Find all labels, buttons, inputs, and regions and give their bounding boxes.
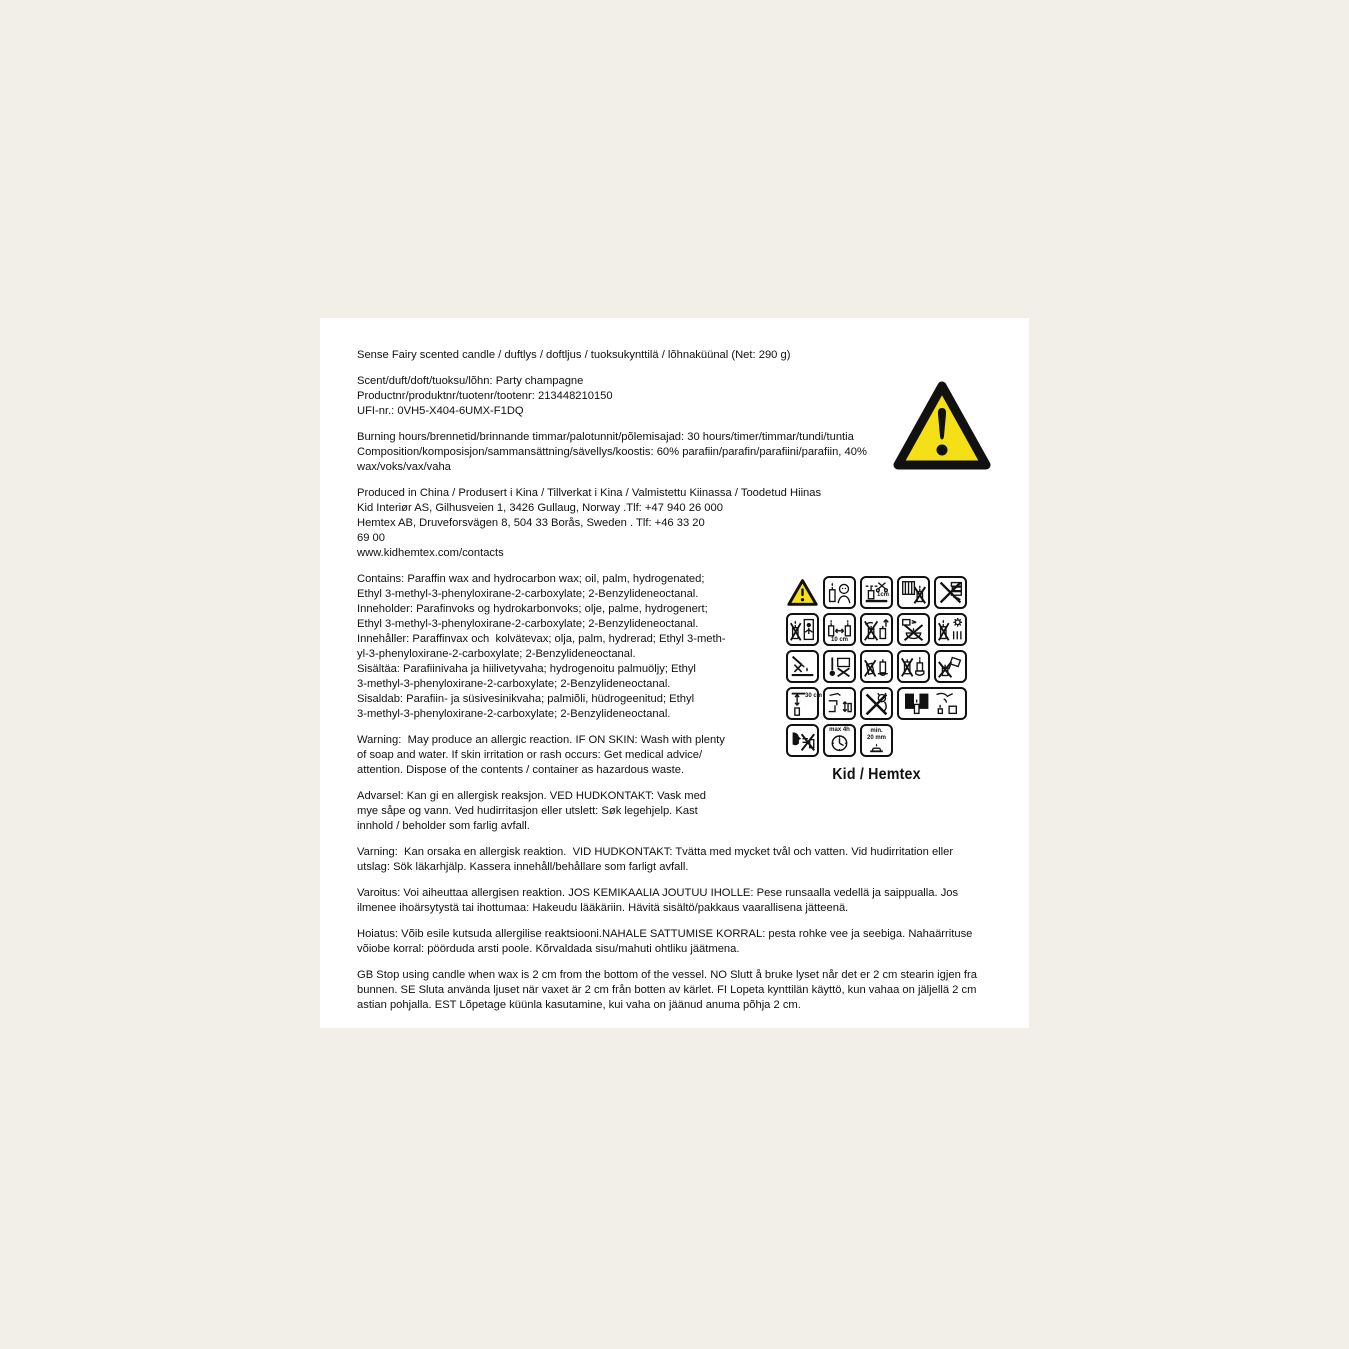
text-line: bunnen. SE Sluta använda ljuset när vaxet är 2 cm från botten av kärlet. FI Lopeta kynttilän käyttö, kun vahaa on jäljellä 2 cm: [357, 984, 977, 996]
text-line: 69 00: [357, 532, 385, 544]
text-line: ilmenee ihoärsytystä tai ihottumaa: Hakeudu lääkäriin. Hävitä sisältö/pakkaus vaarallisena jätteenä.: [357, 902, 849, 914]
always-use-a-holder-icon: [860, 650, 893, 683]
text-line: Sisaldab: Parafiin- ja süsivesinikvaha; palmiõli, hüdrogeenitud; Ethyl: [357, 693, 695, 705]
keep-away-from-children-icon: [823, 576, 856, 609]
trim-wick-1cm-icon: [860, 576, 893, 609]
distance-caption: 10 cm: [830, 636, 848, 643]
text-line: Varoitus: Voi aiheuttaa allergisen reaktion. JOS KEMIKAALIA JOUTUU IHOLLE: Pese runsaalla vedellä ja saippualla. Jos: [357, 887, 959, 899]
text-line: Ethyl 3-methyl-3-phenyloxirane-2-carboxylate; 2-Benzylideneoctanal.: [357, 588, 699, 600]
text-line: astian pohjalla. EST Lõpetage küünla kasutamine, kui vaha on jäänud anuma põhja 2 cm.: [357, 999, 801, 1011]
safety-pictogram-grid: [786, 576, 974, 784]
text-line: wax/voks/vax/vaha: [357, 461, 451, 473]
keep-away-from-pets-icon: [860, 687, 893, 720]
text-line: of soap and water. If skin irritation or rash occurs: Get medical advice/: [357, 749, 703, 761]
text-line: võiobe korral: pöörduda arsti poole. Kõrvaldada sisu/mahuti ohtliku jäätmena.: [357, 943, 740, 955]
text-line: Innehåller: Paraffinvax och kolvätevax; olja, palm, hydrerad; Ethyl 3-meth-: [357, 633, 726, 645]
do-not-blow-out-icon: [786, 724, 819, 757]
text-line: Inneholder: Parafinvoks og hydrokarbonvoks; olje, palme, hydrogenert;: [357, 603, 708, 615]
warning-se: [357, 845, 1029, 875]
text-line: Contains: Paraffin wax and hydrocarbon wax; oil, palm, hydrogenated;: [357, 573, 705, 585]
text-line: utslag: Sök läkarhjälp. Kassera innehåll/behållare som farligt avfall.: [357, 861, 689, 873]
trim-wick-caption: 1cm: [876, 591, 889, 598]
label-card: [320, 318, 1029, 1028]
warning-fi: [357, 886, 1029, 916]
text-line: mye såpe og vann. Ved hudirritasjon eller utslett: Søk legehjelp. Kast: [357, 805, 698, 817]
product-title: [357, 348, 1029, 363]
burn-max-4-hours-icon: [823, 724, 856, 757]
stop-when-20mm-wax-left-icon: [860, 724, 893, 757]
text-line: Sisältäa: Parafiinivaha ja hiilivetyvaha; hydrogenoitu palmuöljy; Ethyl: [357, 663, 696, 675]
pictogram-row-4: [786, 687, 974, 724]
pictogram-row-1: [786, 576, 974, 613]
text-line: Varning: Kan orsaka en allergisk reaktion. VID HUDKONTAKT: Tvätta med mycket tvål och vatten. Vid hudirritation eller: [357, 846, 954, 858]
text-line: Hemtex AB, Druveforsvägen 8, 504 33 Borås, Sweden . Tlf: +46 33 20: [357, 517, 705, 529]
text-line: www.kidhemtex.com/contacts: [357, 547, 504, 559]
text-line: Scent/duft/doft/tuoksu/lõhn: Party champagne: [357, 375, 584, 387]
brand-logo: Kid / Hemtex: [832, 766, 921, 783]
max-burn-caption: max 4h: [829, 727, 850, 733]
text-line: 3-methyl-3-phenyloxirane-2-carboxylate; 2-Benzylideneoctanal.: [357, 678, 671, 690]
text-line: Warning: May produce an allergic reaction. IF ON SKIN: Wash with plenty: [357, 734, 725, 746]
general-warning-icon: [786, 576, 819, 609]
pictogram-row-2: [786, 613, 974, 650]
pictogram-row-3: [786, 650, 974, 687]
text-line: Ethyl 3-methyl-3-phenyloxirane-2-carboxylate; 2-Benzylideneoctanal.: [357, 618, 699, 630]
text-line: Advarsel: Kan gi en allergisk reaksjon. VED HUDKONTAKT: Vask med: [357, 790, 707, 802]
text-line: Hoiatus: Võib esile kutsuda allergilise reaktsiooni.NAHALE SATTUMISE KORRAL: pesta rohke vee ja seebiga. Nahaärrituse: [357, 928, 973, 940]
do-not-move-burning-candle-icon: [860, 613, 893, 646]
text-line: Sense Fairy scented candle / duftlys / doftljus / tuoksukynttilä / lõhnaküünal (Net: 290 g): [357, 349, 791, 361]
text-line: innhold / beholder som farlig avfall.: [357, 820, 530, 832]
keep-distance-from-walls-icon: [823, 687, 856, 720]
do-not-extinguish-with-water-icon: [934, 650, 967, 683]
use-stable-holder-icon: [897, 650, 930, 683]
keep-30cm-clearance-above-icon: [786, 687, 823, 720]
stop-using-instructions: [357, 968, 1029, 1013]
producer-info: [357, 486, 1029, 561]
avoid-draughts-use-snuffer-icon: [897, 687, 967, 720]
keep-candles-10cm-apart-icon: [823, 613, 856, 646]
warning-triangle-icon: [892, 378, 992, 473]
keep-wax-pool-clear-of-debris-icon: [897, 613, 930, 646]
text-line: yl-3-phenyloxirane-2-carboxylate; 2-Benzylideneoctanal.: [357, 648, 636, 660]
keep-away-from-heat-sources-icon: [934, 613, 967, 646]
place-on-heat-resistant-surface-icon: [823, 650, 856, 683]
do-not-put-objects-in-flame-icon: [786, 650, 819, 683]
text-line: attention. Dispose of the contents / container as hazardous waste.: [357, 764, 685, 776]
text-line: 3-methyl-3-phenyloxirane-2-carboxylate; 2-Benzylideneoctanal.: [357, 708, 671, 720]
keep-away-from-curtains-icon: [897, 576, 930, 609]
text-line: UFI-nr.: 0VH5-X404-6UMX-F1DQ: [357, 405, 524, 417]
min-wax-caption-line1: min.: [870, 728, 883, 734]
text-line: Produced in China / Produsert i Kina / Tillverkat i Kina / Valmistettu Kiinassa / Toodetud Hiinas: [357, 487, 822, 499]
never-leave-unattended-icon: [786, 613, 819, 646]
text-line: Productnr/produktnr/tuotenr/tootenr: 213448210150: [357, 390, 613, 402]
text-line: Kid Interiør AS, Gilhusveien 1, 3426 Gullaug, Norway .Tlf: +47 940 26 000: [357, 502, 723, 514]
keep-away-from-flammable-objects-icon: [934, 576, 967, 609]
text-line: Burning hours/brennetid/brinnande timmar/palotunnit/põlemisajad: 30 hours/timer/timmar/tundi/tuntia: [357, 431, 854, 443]
warning-no: [357, 789, 1029, 834]
pictogram-row-5: [786, 724, 974, 761]
text-line: GB Stop using candle when wax is 2 cm from the bottom of the vessel. NO Slutt å bruke lyset når det er 2 cm stearin igjen fra: [357, 969, 977, 981]
min-wax-caption-line2: 20 mm: [866, 734, 886, 741]
clearance-caption: 30 cm: [805, 693, 823, 699]
text-line: Composition/komposisjon/sammansättning/sävellys/koostis: 60% parafiin/parafin/parafiini/parafiin, 40%: [357, 446, 867, 458]
warning-et: [357, 927, 1029, 957]
